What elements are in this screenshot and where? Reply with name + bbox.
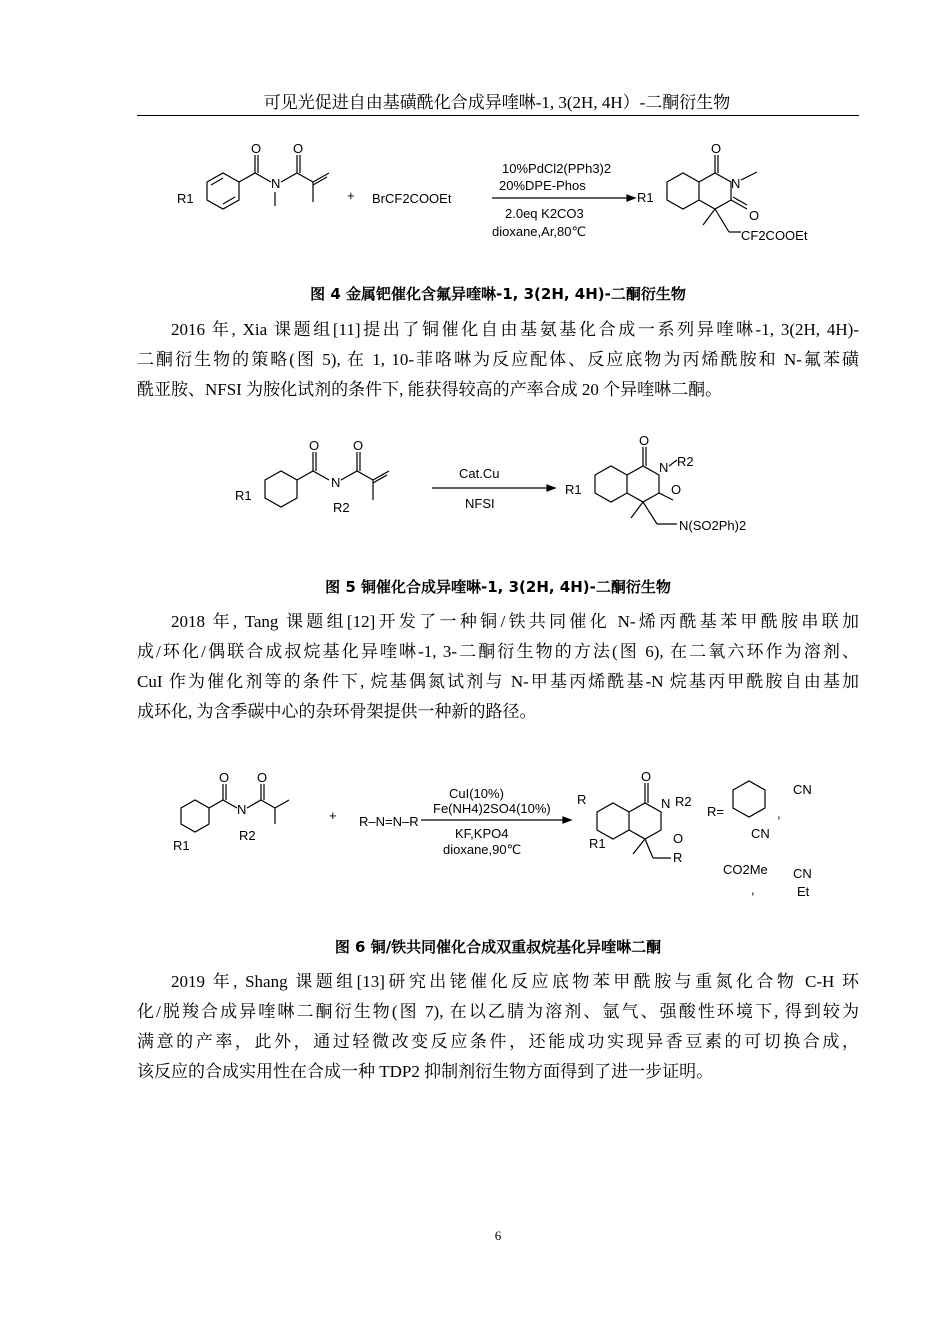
paragraph-line: 满意的产率，此外，通过轻微改变反应条件，还能成功实现异香豆素的可切换合成， bbox=[137, 1032, 859, 1051]
svg-text:R1: R1 bbox=[173, 838, 190, 853]
svg-text:KF,KPO4: KF,KPO4 bbox=[455, 826, 509, 841]
svg-text:O: O bbox=[257, 770, 268, 785]
svg-text:O: O bbox=[353, 438, 364, 453]
paragraph-line: 二酮衍生物的策略(图 5), 在 1, 10-菲咯啉为反应配体、反应底物为丙烯酰胺和 N-氟苯磺 bbox=[137, 350, 859, 369]
svg-text:N: N bbox=[661, 796, 671, 811]
svg-text:R1: R1 bbox=[235, 488, 252, 503]
reagent-label: BrCF2COOEt bbox=[372, 191, 452, 206]
svg-text:2.0eq K2CO3: 2.0eq K2CO3 bbox=[505, 206, 584, 221]
svg-text:dioxane,Ar,80℃: dioxane,Ar,80℃ bbox=[492, 224, 587, 239]
paragraph-line: CuI 作为催化剂等的条件下, 烷基偶氮试剂与 N-甲基丙烯酰基-N 烷基丙甲酰胺自由基加 bbox=[137, 672, 859, 691]
svg-text:R1: R1 bbox=[565, 482, 582, 497]
svg-text:O: O bbox=[641, 769, 652, 784]
paragraph-line: 成/环化/偶联合成叔烷基化异喹啉-1, 3-二酮衍生物的方法(图 6), 在二氧六环作为溶剂、 bbox=[137, 642, 859, 661]
paragraph-line: 该反应的合成实用性在合成一种 TDP2 抑制剂衍生物方面得到了进一步证明。 bbox=[137, 1062, 714, 1081]
figure-6-caption: 图 6 铜/铁共同催化合成双重叔烷基化异喹啉二酮 bbox=[334, 938, 662, 956]
svg-text:R2: R2 bbox=[677, 454, 694, 469]
svg-text:CO2Me: CO2Me bbox=[723, 862, 768, 877]
svg-text:R2: R2 bbox=[675, 794, 692, 809]
svg-text:R2: R2 bbox=[333, 500, 350, 515]
figure-5-caption: 图 5 铜催化合成异喹啉-1, 3(2H, 4H)-二酮衍生物 bbox=[325, 578, 671, 596]
svg-text:,: , bbox=[751, 882, 755, 897]
svg-text:O: O bbox=[309, 438, 320, 453]
svg-text:Et: Et bbox=[797, 884, 810, 899]
svg-text:O: O bbox=[673, 831, 684, 846]
svg-text:R: R bbox=[577, 792, 587, 807]
header-rule bbox=[137, 115, 859, 116]
svg-text:O: O bbox=[219, 770, 230, 785]
svg-text:+: + bbox=[329, 808, 337, 823]
svg-text:O: O bbox=[749, 208, 760, 223]
svg-text:O: O bbox=[711, 141, 722, 156]
paragraph-line: 酰亚胺、NFSI 为胺化试剂的条件下, 能获得较高的产率合成 20 个异喹啉二酮。 bbox=[137, 380, 723, 399]
figure-4-caption: 图 4 金属钯催化含氟异喹啉-1, 3(2H, 4H)-二酮衍生物 bbox=[310, 285, 686, 303]
paragraph-line: 2016 年, Xia 课题组[11]提出了铜催化自由基氨基化合成一系列异喹啉-1, 3(2H, 4H)- bbox=[171, 320, 859, 339]
svg-text:O: O bbox=[639, 433, 650, 448]
product-group-label: CF2COOEt bbox=[741, 228, 808, 243]
figure-5-scheme bbox=[137, 430, 859, 550]
svg-text:,: , bbox=[777, 806, 781, 821]
svg-text:N: N bbox=[659, 460, 669, 475]
figure-4-scheme bbox=[137, 140, 859, 255]
svg-text:CN: CN bbox=[751, 826, 770, 841]
svg-text:dioxane,90℃: dioxane,90℃ bbox=[443, 842, 522, 857]
paragraph-line: 2019 年, Shang 课题组[13]研究出铑催化反应底物苯甲酰胺与重氮化合物 C-H 环 bbox=[171, 972, 859, 991]
svg-text:CN: CN bbox=[793, 866, 812, 881]
svg-text:R2: R2 bbox=[239, 828, 256, 843]
svg-text:R1: R1 bbox=[589, 836, 606, 851]
paragraph-line: 化/脱羧合成异喹啉二酮衍生物(图 7), 在以乙腈为溶剂、氩气、强酸性环境下, 得到较为 bbox=[137, 1002, 859, 1021]
svg-text:R: R bbox=[673, 850, 683, 865]
svg-text:CuI(10%): CuI(10%) bbox=[449, 786, 504, 801]
azo-reagent-label: R–N=N–R bbox=[359, 814, 419, 829]
svg-text:+: + bbox=[347, 188, 355, 203]
svg-text:Cat.Cu: Cat.Cu bbox=[459, 466, 500, 481]
svg-text:R1: R1 bbox=[637, 190, 654, 205]
svg-text:O: O bbox=[671, 482, 682, 497]
svg-text:20%DPE-Phos: 20%DPE-Phos bbox=[499, 178, 586, 193]
svg-text:N: N bbox=[731, 176, 741, 191]
svg-text:CN: CN bbox=[793, 782, 812, 797]
svg-text:Fe(NH4)2SO4(10%): Fe(NH4)2SO4(10%) bbox=[433, 801, 551, 816]
paragraph-line: 2018 年, Tang 课题组[12]开发了一种铜/铁共同催化 N-烯丙酰基苯甲酰胺串联加 bbox=[171, 612, 859, 631]
svg-text:O: O bbox=[251, 141, 262, 156]
running-header: 可见光促进自由基磺酰化合成异喹啉-1, 3(2H, 4H）-二酮衍生物 bbox=[263, 93, 731, 112]
svg-text:O: O bbox=[293, 141, 304, 156]
svg-text:N: N bbox=[331, 475, 341, 490]
page-number: 6 bbox=[494, 1228, 502, 1243]
paragraph-line: 成环化, 为含季碳中心的杂环骨架提供一种新的路径。 bbox=[137, 702, 537, 721]
paragraph-1 bbox=[137, 315, 859, 405]
svg-text:N: N bbox=[237, 802, 247, 817]
r1-label: R1 bbox=[177, 191, 194, 206]
svg-text:R=: R= bbox=[707, 804, 724, 819]
svg-text:N(SO2Ph)2: N(SO2Ph)2 bbox=[679, 518, 747, 533]
paragraph-3 bbox=[137, 967, 859, 1087]
paragraph-2 bbox=[137, 607, 859, 727]
svg-text:N: N bbox=[271, 176, 281, 191]
figure-6-scheme bbox=[137, 768, 859, 900]
svg-text:10%PdCl2(PPh3)2: 10%PdCl2(PPh3)2 bbox=[502, 161, 612, 176]
svg-text:NFSI: NFSI bbox=[465, 496, 495, 511]
